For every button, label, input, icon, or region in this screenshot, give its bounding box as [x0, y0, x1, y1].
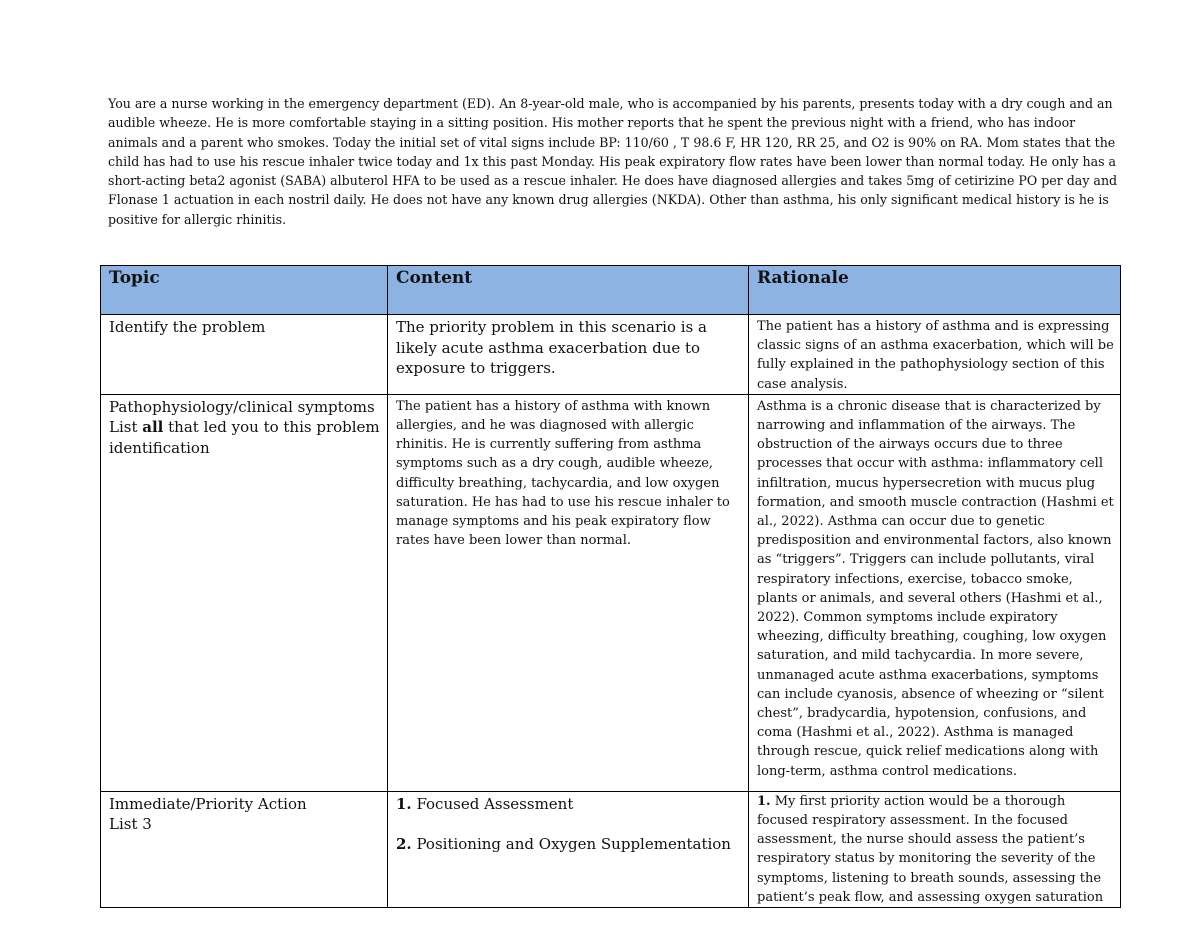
cell-content-priority	[388, 791, 749, 907]
priority-item-1	[396, 794, 742, 815]
topic-priority-title: Immediate/Priority Action	[109, 794, 307, 813]
case-scenario-paragraph: You are a nurse working in the emergency department (ED). An 8-year-old male, who is accompanied by his parents, presents today with a dry cough and an audible wheeze. He is more comfortable staying in a sitting position. His mother reports that he spent the previous night with a friend, who has indoor animals and a parent who smokes. Today the initial set of vital signs include BP: 110/60 , T 98.6 F, HR 120, RR 25, and O2 is 90% on RA. Mom states that the child has had to use his rescue inhaler twice today and 1x this past Monday. His peak expiratory flow rates have been lower than normal today. He only has a short-acting beta2 agonist (SABA) albuterol HFA to be used as a rescue inhaler. He does have diagnosed allergies and takes 5mg of cetirizine PO per day and Flonase 1 actuation in each nostril daily. He does not have any known drug allergies (NKDA). Other than asthma, his only significant medical history is he is positive for allergic rhinitis.	[108, 96, 1118, 227]
priority-item-2	[396, 834, 742, 855]
case-analysis-table	[100, 265, 1121, 908]
cell-rationale-pathophysiology: Asthma is a chronic disease that is characterized by narrowing and inflammation of the airways. The obstruction of the airways occurs due to three processes that occur with asthma: inflammatory cell infiltration, mucus hypersecretion with mucus plug formation, and smooth muscle contraction (Hashmi et al., 2022). Asthma can occur due to genetic predisposition and environmental factors, also known as “triggers”. Triggers can include pollutants, viral respiratory infections, exercise, tobacco smoke, plants or animals, and several others (Hashmi et al., 2022). Common symptoms include expiratory wheezing, difficulty breathing, coughing, low oxygen saturation, and mild tachycardia. In more severe, unmanaged acute asthma exacerbations, symptoms can include cyanosis, absence of wheezing or “silent chest”, bradycardia, hypotension, confusions, and coma (Hashmi et al., 2022). Asthma is managed through rescue, quick relief medications along with long-term, asthma control medications.	[749, 394, 1121, 791]
rationale-priority-number: 1.	[757, 793, 771, 809]
header-topic: Topic	[101, 266, 388, 315]
topic-all-bold: all	[142, 418, 164, 437]
cell-topic-identify: Identify the problem	[101, 315, 388, 395]
cell-rationale-identify: The patient has a history of asthma and is expressing classic signs of an asthma exacerbation, which will be fully explained in the pathophysiology section of this case analysis.	[749, 315, 1121, 395]
topic-priority-count: List 3	[109, 815, 152, 834]
priority-item-2-text: Positioning and Oxygen Supplementation	[411, 835, 731, 854]
table-row-priority-action	[101, 791, 1121, 907]
topic-list-prefix: List	[109, 418, 143, 437]
topic-list-rest: that led you to this problem identification	[109, 418, 380, 457]
table-header-row	[101, 266, 1121, 315]
topic-pathophysiology-title: Pathophysiology/clinical symptoms	[109, 397, 375, 416]
priority-item-2-number: 2.	[396, 835, 412, 854]
cell-topic-priority	[101, 791, 388, 907]
cell-rationale-priority	[749, 791, 1121, 907]
header-content: Content	[388, 266, 749, 315]
cell-topic-pathophysiology	[101, 394, 388, 791]
rationale-priority-text: My first priority action would be a thorough focused respiratory assessment. In the focused assessment, the nurse should assess the patient’s respiratory status by monitoring the severity of the symptoms, listening to breath sounds, assessing the patient’s peak flow, and assessing oxygen saturation	[757, 793, 1104, 905]
priority-item-1-number: 1.	[396, 794, 412, 813]
table-row-identify-problem	[101, 315, 1121, 395]
priority-item-1-text: Focused Assessment	[411, 794, 574, 813]
header-rationale: Rationale	[749, 266, 1121, 315]
cell-content-identify: The priority problem in this scenario is a likely acute asthma exacerbation due to exposure to triggers.	[388, 315, 749, 395]
table-row-pathophysiology	[101, 394, 1121, 791]
cell-content-pathophysiology: The patient has a history of asthma with known allergies, and he was diagnosed with allergic rhinitis. He is currently suffering from asthma symptoms such as a dry cough, audible wheeze, difficulty breathing, tachycardia, and low oxygen saturation. He has had to use his rescue inhaler to manage symptoms and his peak expiratory flow rates have been lower than normal.	[388, 394, 749, 791]
